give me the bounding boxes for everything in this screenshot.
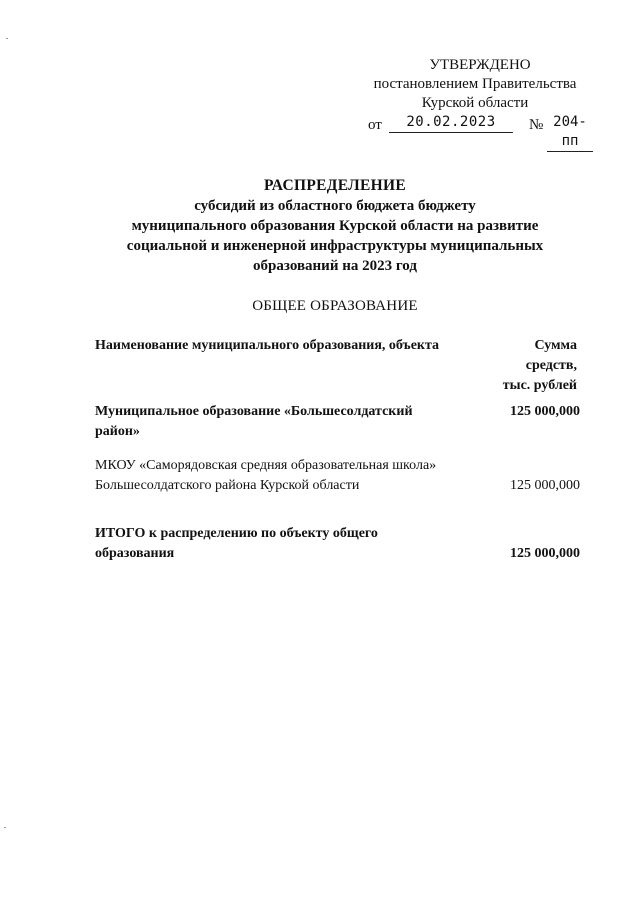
row-amount: 125 000,000	[510, 478, 580, 493]
approval-number: 204-пп	[547, 113, 593, 152]
approval-date: 20.02.2023	[389, 113, 513, 133]
number-prefix: №	[529, 117, 544, 133]
scan-speck	[6, 38, 8, 39]
table-row-municipality	[95, 402, 580, 442]
total-name-line-1: ИТОГО к распределению по объекту общего	[95, 526, 378, 541]
date-prefix: от	[368, 117, 382, 133]
title-line-4: образований на 2023 год	[253, 258, 417, 274]
approval-date-line	[355, 113, 595, 149]
column-header-amount-line-3: тыс. рублей	[502, 378, 577, 393]
approval-stamp	[355, 56, 595, 149]
approval-region: Курской области	[421, 95, 529, 111]
approval-resolution: постановлением Правительства	[373, 76, 577, 92]
row-name	[95, 402, 465, 442]
table-row-total	[95, 524, 580, 564]
row-name-line-1: Муниципальное образование «Большесолдатский	[95, 404, 413, 419]
column-header-amount-line-1: Сумма	[534, 338, 577, 353]
document-title	[90, 176, 580, 276]
total-amount: 125 000,000	[510, 546, 580, 561]
section-heading: ОБЩЕЕ ОБРАЗОВАНИЕ	[252, 298, 418, 314]
total-name-line-2: образования	[95, 546, 175, 561]
title-heading: РАСПРЕДЕЛЕНИЕ	[264, 177, 406, 194]
total-name	[95, 524, 465, 564]
row-name-line-2: район»	[95, 424, 140, 439]
column-header-amount	[485, 336, 577, 396]
row-name-line-1: МКОУ «Саморядовская средняя образовательная школа»	[95, 458, 437, 473]
title-line-2: муниципального образования Курской области на развитие	[131, 218, 539, 234]
scan-speck	[4, 827, 6, 828]
approved-label: УТВЕРЖДЕНО	[429, 57, 531, 73]
row-name-line-2: Большесолдатского района Курской области	[95, 478, 360, 493]
column-header-amount-line-2: средств,	[525, 358, 577, 373]
row-name	[95, 456, 485, 496]
column-header-name: Наименование муниципального образования, объекта	[95, 338, 440, 353]
title-line-1: субсидий из областного бюджета бюджету	[194, 198, 476, 214]
row-amount: 125 000,000	[510, 404, 580, 419]
table-row-object	[95, 456, 580, 496]
title-line-3: социальной и инженерной инфраструктуры муниципальных	[126, 238, 544, 254]
